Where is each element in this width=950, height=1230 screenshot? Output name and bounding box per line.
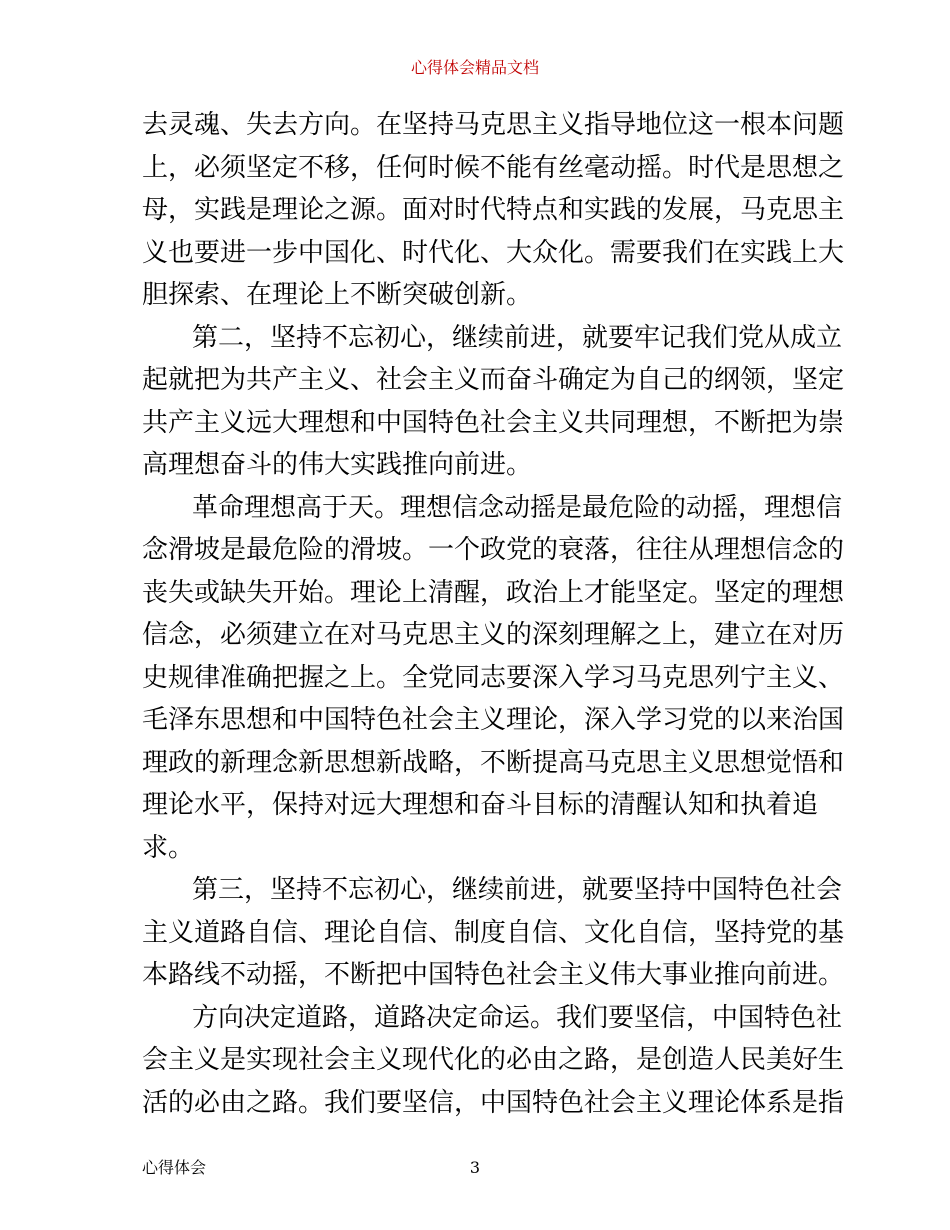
- text-line: 求。: [142, 832, 195, 863]
- text-line: 高理想奋斗的伟大实践推向前进。: [142, 450, 533, 480]
- text-line: 方向决定道路，道路决定命运。我们要坚信，中国特色社: [192, 1002, 843, 1033]
- text-line: 理政的新理念新思想新战略，不断提高马克思主义思想觉悟和: [142, 747, 845, 778]
- text-line: 信念，必须建立在对马克思主义的深刻理解之上，建立在对历: [142, 620, 845, 650]
- text-line: 本路线不动摇，不断把中国特色社会主义伟大事业推向前进。: [142, 960, 845, 990]
- text-line: 活的必由之路。我们要坚信，中国特色社会主义理论体系是指: [142, 1087, 845, 1118]
- text-line: 胆探索、在理论上不断突破创新。: [142, 280, 533, 310]
- text-line: 革命理想高于天。理想信念动摇是最危险的动摇，理想信: [192, 492, 843, 523]
- page-number: 3: [469, 1158, 481, 1177]
- text-line: 毛泽东思想和中国特色社会主义理论，深入学习党的以来治国: [142, 705, 845, 735]
- text-line: 第三，坚持不忘初心，继续前进，就要坚持中国特色社会: [192, 875, 843, 905]
- text-line: 会主义是实现社会主义现代化的必由之路，是创造人民美好生: [142, 1045, 845, 1075]
- text-line: 丧失或缺失开始。理论上清醒，政治上才能坚定。坚定的理想: [142, 577, 845, 608]
- text-line: 起就把为共产主义、社会主义而奋斗确定为自己的纲领，坚定: [142, 365, 845, 395]
- text-line: 念滑坡是最危险的滑坡。一个政党的衰落，往往从理想信念的: [142, 535, 845, 565]
- text-line: 去灵魂、失去方向。在坚持马克思主义指导地位这一根本问题: [142, 110, 845, 140]
- text-line: 共产主义远大理想和中国特色社会主义共同理想，不断把为崇: [142, 407, 845, 438]
- text-line: 母，实践是理论之源。面对时代特点和实践的发展，马克思主: [142, 195, 845, 225]
- text-line: 第二，坚持不忘初心，继续前进，就要牢记我们党从成立: [192, 322, 843, 353]
- text-line: 义也要进一步中国化、时代化、大众化。需要我们在实践上大: [142, 237, 845, 268]
- document-body: [142, 104, 845, 1124]
- text-line: 上，必须坚定不移，任何时候不能有丝毫动摇。时代是思想之: [142, 152, 845, 183]
- footer-label: 心得体会: [142, 1158, 207, 1177]
- text-line: 史规律准确把握之上。全党同志要深入学习马克思列宁主义、: [142, 662, 845, 693]
- document-header: 心得体会精品文档: [410, 58, 539, 77]
- text-line: 理论水平，保持对远大理想和奋斗目标的清醒认知和执着追: [142, 790, 819, 820]
- text-line: 主义道路自信、理论自信、制度自信、文化自信，坚持党的基: [142, 917, 845, 948]
